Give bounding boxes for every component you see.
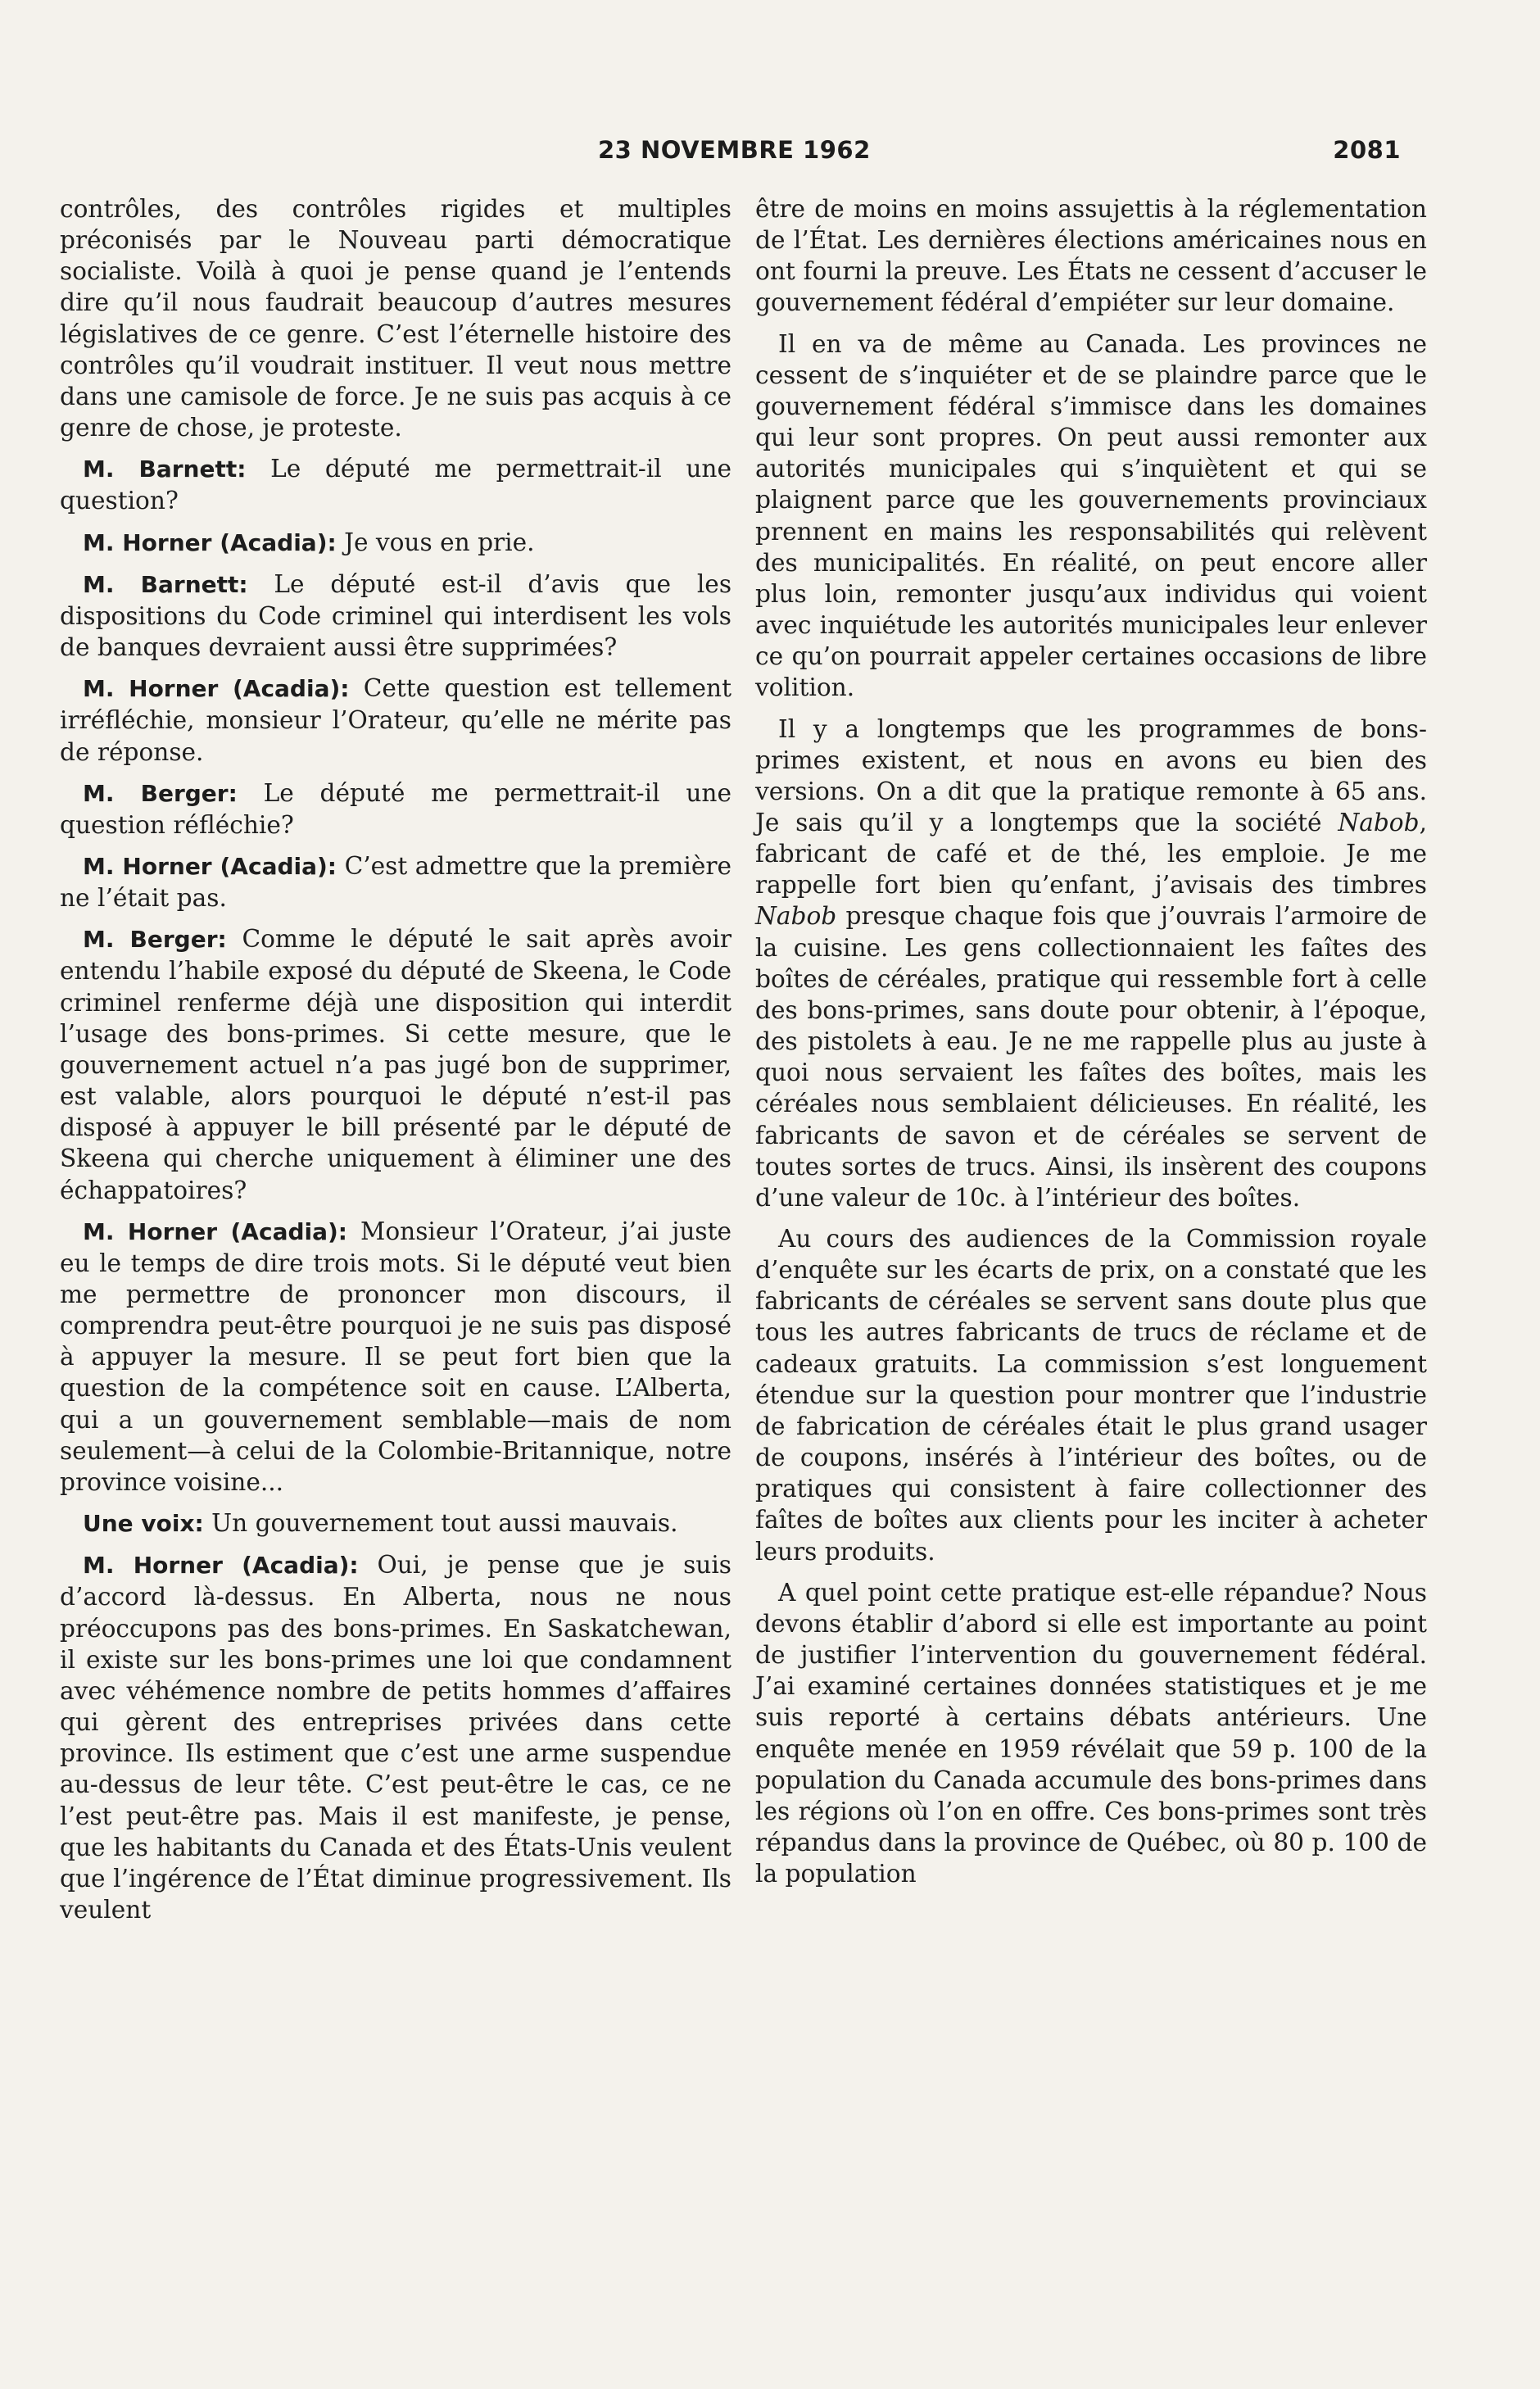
page-header (0, 136, 1540, 169)
speaker-name: Une voix: (83, 1510, 204, 1538)
speech (60, 850, 732, 913)
company-name: Nabob (1338, 808, 1420, 836)
speech-text: Monsieur l’Orateur, j’ai juste eu le temps de dire trois mots. Si le député veut bien me permettre de prononcer mon discours, il comprendra peut-être pourquoi je ne suis pas disposé à appuyer la mesure. Il se peut fort bien que la question de la compétence soit en cause. L’Alberta, qui a un gouvernement semblable—mais de nom seulement—à celui de la Colombie-Britannique, notre province voisine... (60, 1217, 732, 1496)
speech-text: Cette question est tellement irréfléchie, monsieur l’Orateur, qu’elle ne mérite pas de réponse. (60, 674, 732, 766)
right-column (755, 193, 1427, 1899)
speech (60, 923, 732, 1205)
page-number: 2081 (1333, 136, 1401, 164)
paragraph-text: , fabricant de café et de thé, les emploie. Je me rappelle fort bien qu’enfant, j’avisais des timbres (755, 808, 1427, 900)
speech-text: Le député me permettrait-il une question réfléchie? (60, 778, 732, 839)
speech (60, 1216, 732, 1498)
speech (60, 527, 732, 559)
speaker-name: M. Horner (Acadia): (83, 675, 350, 703)
paragraph (755, 714, 1427, 1214)
speech-text: Le député est-il d’avis que les dispositions du Code criminel qui interdisent les vols de banques devraient aussi être supprimées? (60, 569, 732, 662)
speaker-name: M. Horner (Acadia): (83, 1552, 359, 1580)
company-name: Nabob (755, 902, 837, 931)
paragraph (755, 329, 1427, 704)
speech-text: Un gouvernement tout aussi mauvais. (203, 1509, 678, 1538)
speaker-name: M. Horner (Acadia): (83, 528, 337, 556)
paragraph (755, 193, 1427, 319)
speech-text: Oui, je pense que je suis d’accord là-dessus. En Alberta, nous ne nous préoccupons pas des bons-primes. En Saskatchewan, il existe sur les bons-primes une loi que condamnent avec véhémence nombre de petits hommes d’affaires qui gèrent des entreprises privées dans cette province. Ils estiment que c’est une arme suspendue au-dessus de leur tête. C’est peut-être le cas, ce ne l’est peut-être pas. Mais il est manifeste, je pense, que les habitants du Canada et des États-Unis veulent que l’ingérence de l’État diminue progressivement. Ils veulent (60, 1551, 732, 1924)
speech-text: Je vous en prie. (336, 528, 535, 556)
speaker-name: M. Horner (Acadia): (83, 852, 337, 880)
left-column (60, 193, 732, 1935)
paragraph (755, 1223, 1427, 1567)
speaker-name: M. Berger: (83, 779, 238, 807)
paragraph-text: Il en va de même au Canada. Les provinces ne cessent de s’inquiéter et de se plaindre parce que le gouvernement fédéral s’immisce dans les domaines qui leur sont propres. On peut aussi remonter aux autorités municipales qui s’inquiètent et qui se plaignent parce que les gouvernements provinciaux prennent en mains les responsabilités qui relèvent des municipalités. En réalité, on peut encore aller plus loin, remonter jusqu’aux individus qui voient avec inquiétude les autorités municipales leur enlever ce qu’on pourrait appeler certaines occasions de libre volition. (755, 329, 1427, 702)
paragraph-text: presque chaque fois que j’ouvrais l’armoire de la cuisine. Les gens collectionnaient les faîtes des boîtes de céréales, pratique qui ressemble fort à celle des bons-primes, sans doute pour obtenir, à l’époque, des pistolets à eau. Je ne me rappelle plus au juste à quoi nous servaient les faîtes des boîtes, mais les céréales nous semblaient délicieuses. En réalité, les fabricants de savon et de céréales se servent de toutes sortes de trucs. Ainsi, ils insèrent des coupons d’une valeur de 10c. à l’intérieur des boîtes. (755, 902, 1427, 1212)
paragraph-text: Il y a longtemps que les programmes de bons-primes existent, et nous en avons eu bien des versions. On a dit que la pratique remonte à 65 ans. Je sais qu’il y a longtemps que la société (755, 714, 1427, 836)
paragraph (60, 193, 732, 443)
speech-text: Comme le député le sait après avoir entendu l’habile exposé du député de Skeena, le Code criminel renferme déjà une disposition qui interdit l’usage des bons-primes. Si cette mesure, que le gouvernement actuel n’a pas jugé bon de supprimer, est valable, alors pourquoi le député n’est-il pas disposé à appuyer le bill présenté par le député de Skeena qui cherche uniquement à éliminer une des échappatoires? (60, 925, 732, 1204)
speech (60, 1507, 732, 1539)
speaker-name: M. Barnett: (83, 456, 247, 483)
running-head: 23 NOVEMBRE 1962 (598, 136, 871, 164)
speech-text: Le député me permettrait-il une question? (60, 455, 732, 515)
paragraph-text: être de moins en moins assujettis à la réglementation de l’État. Les dernières élections américaines nous en ont fourni la preuve. Les États ne cessent d’accuser le gouvernement fédéral d’empiéter sur leur domaine. (755, 195, 1427, 317)
speech (60, 777, 732, 841)
speech (60, 673, 732, 767)
paragraph-text: A quel point cette pratique est-elle répandue? Nous devons établir d’abord si elle est importante au point de justifier l’intervention du gouvernement fédéral. J’ai examiné certaines données statistiques et je me suis reporté à certains débats antérieurs. Une enquête menée en 1959 révélait que 59 p. 100 de la population du Canada accumule des bons-primes dans les régions où l’on en offre. Ces bons-primes sont très répandus dans la province de Québec, où 80 p. 100 de la population (755, 1578, 1427, 1888)
speech (60, 1549, 732, 1925)
speech-text: C’est admettre que la première ne l’était pas. (60, 851, 732, 913)
speaker-name: M. Berger: (83, 926, 227, 954)
paragraph-text: contrôles, des contrôles rigides et multiples préconisés par le Nouveau parti démocratique socialiste. Voilà à quoi je pense quand je l’entends dire qu’il nous faudrait beaucoup d’autres mesures législatives de ce genre. C’est l’éternelle histoire des contrôles qu’il voudrait instituer. Il veut nous mettre dans une camisole de force. Je ne suis pas acquis à ce genre de chose, je proteste. (60, 195, 732, 442)
speech (60, 453, 732, 516)
speech (60, 569, 732, 663)
speaker-name: M. Barnett: (83, 570, 248, 598)
paragraph-text: Au cours des audiences de la Commission royale d’enquête sur les écarts de prix, on a constaté que les fabricants de céréales se servent sans doute plus que tous les autres fabricants de trucs de réclame et de cadeaux gratuits. La commission s’est longuement étendue sur la question pour montrer que l’industrie de fabrication de céréales était le plus grand usager de coupons, insérés à l’intérieur des boîtes, ou de pratiques qui consistent à faire collectionner des faîtes de boîtes aux clients pour les inciter à acheter leurs produits. (755, 1225, 1427, 1566)
paragraph (755, 1577, 1427, 1890)
speaker-name: M. Horner (Acadia): (83, 1217, 347, 1245)
